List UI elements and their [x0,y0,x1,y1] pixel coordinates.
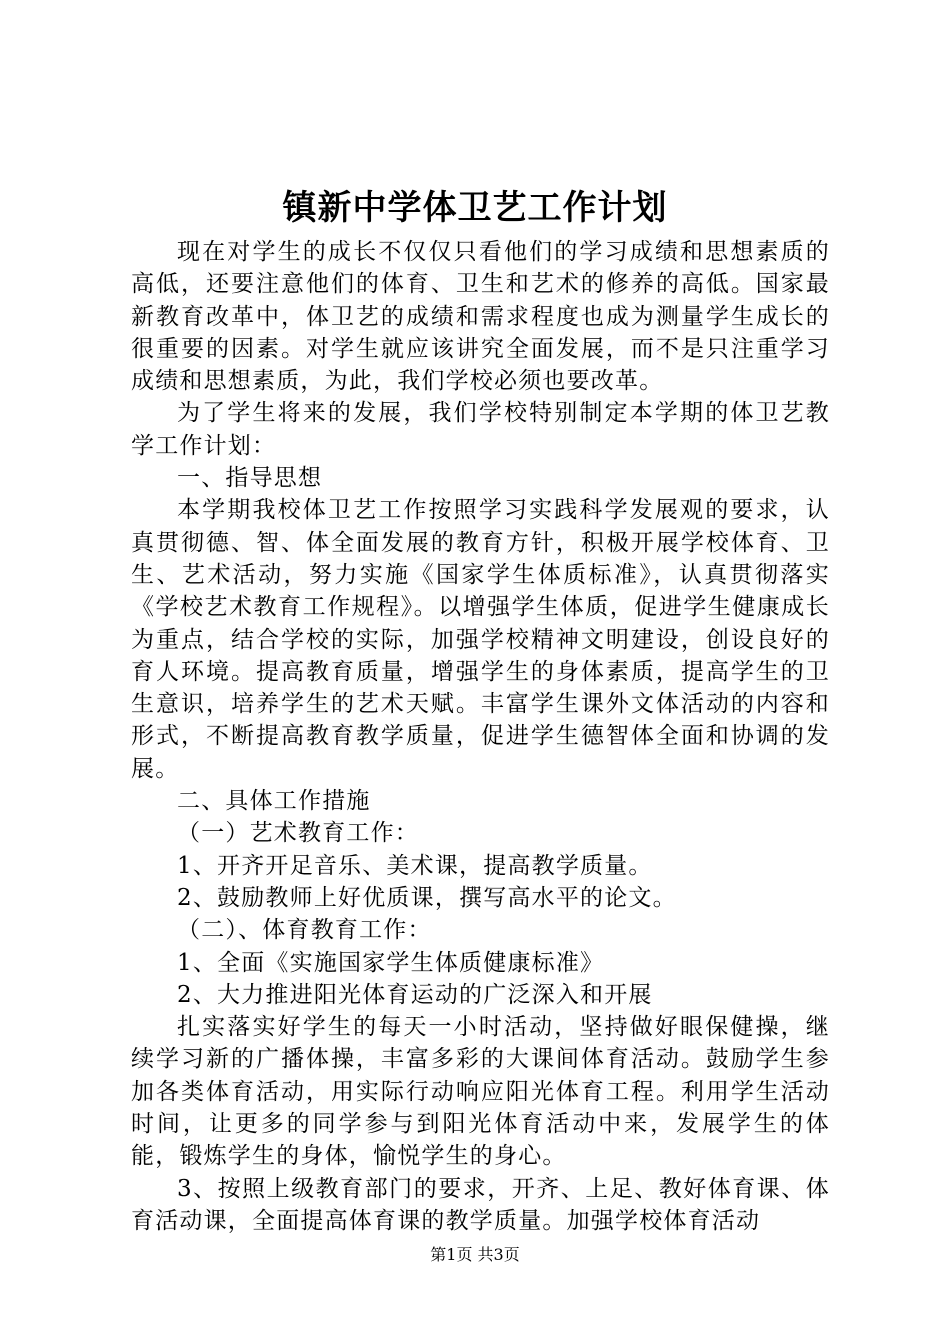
list-item-art-2: 2、鼓励教师上好优质课，撰写高水平的论文。 [177,884,677,911]
subsection-heading-art-education: （一）艺术教育工作： [177,820,419,847]
document-title: 镇新中学体卫艺工作计划 [282,188,668,228]
paragraph-guiding-ideology: 本学期我校体卫艺工作按照学习实践科学发展观的要求，认真贯彻德、智、体全面发展的教育方针，积极开展学校体育、卫生、艺术活动，努力实施《国家学生体质标准》，认真贯彻落实《学校艺术教育工作规程》。以增强学生体质，促进学生健康成长为重点，结合学校的实际，加强学校精神文明建设，创设良好的育人环境。提高教育质量，增强学生的身体素质，提高学生的卫生意识，培养学生的艺术天赋。丰富学生课外文体活动的内容和形式，不断提高教育教学质量，促进学生德智体全面和协调的发展。 [131,497,830,782]
list-item-sports-3: 3、按照上级教育部门的要求，开齐、上足、教好体育课、体育活动课，全面提高体育课的教学质量。加强学校体育活动 [131,1175,830,1234]
paragraph-intro: 现在对学生的成长不仅仅只看他们的学习成绩和思想素质的高低，还要注意他们的体育、卫生和艺术的修养的高低。国家最新教育改革中，体卫艺的成绩和需求程度也成为测量学生成长的很重要的因素。对学生就应该讲究全面发展，而不是只注重学习成绩和思想素质，为此，我们学校必须也要改革。 [131,239,830,395]
list-item-art-1: 1、开齐开足音乐、美术课，提高教学质量。 [177,852,653,879]
section-heading-guiding-ideology: 一、指导思想 [177,465,323,492]
page-footer: 第1页 共3页 [430,1245,520,1264]
paragraph-sunshine-sports: 扎实落实好学生的每天一小时活动，坚持做好眼保健操，继续学习新的广播体操，丰富多彩的大课间体育活动。鼓励学生参加各类体育活动，用实际行动响应阳光体育工程。利用学生活动时间，让更多的同学参与到阳光体育活动中来，发展学生的体能，锻炼学生的身体，愉悦学生的身心。 [131,1014,830,1170]
section-heading-measures: 二、具体工作措施 [177,788,371,815]
list-item-sports-2: 2、大力推进阳光体育运动的广泛深入和开展 [177,981,653,1008]
subsection-heading-sports-education: （二）、体育教育工作： [177,917,432,944]
document-body [131,236,830,1237]
list-item-sports-1: 1、全面《实施国家学生体质健康标准》 [177,949,605,976]
paragraph-purpose: 为了学生将来的发展，我们学校特别制定本学期的体卫艺教学工作计划： [131,400,830,459]
